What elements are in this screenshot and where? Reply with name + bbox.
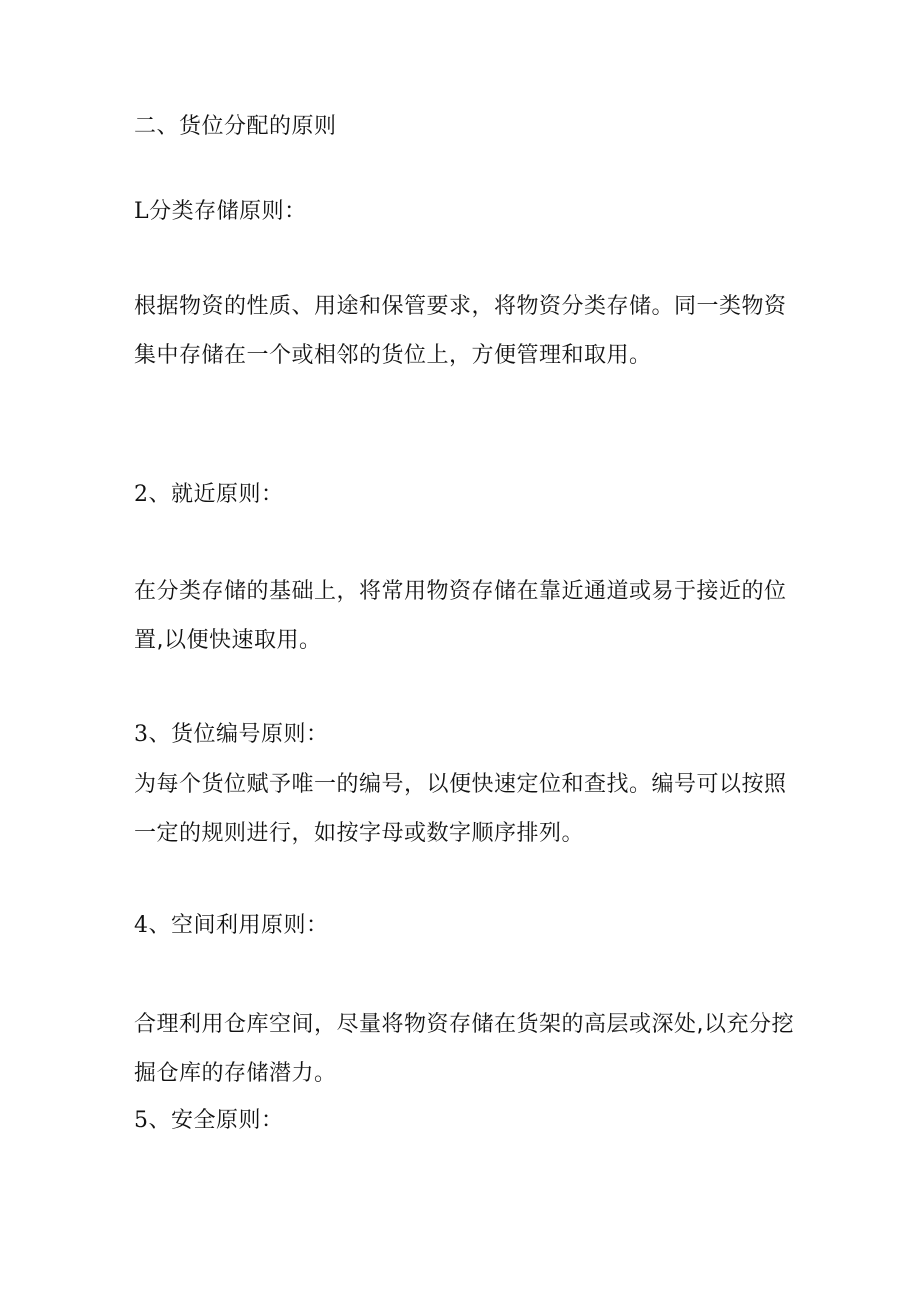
- item-2-heading: 2、就近原则：: [134, 482, 284, 507]
- item-4-heading: 4、空间利用原则：: [134, 913, 329, 938]
- item-1-body: 根据物资的性质、用途和保管要求，将物资分类存储。同一类物资集中存储在一个或相邻的货位上，方便管理和取用。: [134, 294, 787, 368]
- item-3-heading: 3、货位编号原则：: [134, 722, 329, 747]
- item-4-body: 合理利用仓库空间，尽量将物资存储在货架的高层或深处,以充分挖掘仓库的存储潜力。: [134, 1012, 794, 1086]
- section-title: 二、货位分配的原则: [134, 114, 337, 139]
- item-3-body: 为每个货位赋予唯一的编号，以便快速定位和查找。编号可以按照一定的规则进行，如按字母或数字顺序排列。: [134, 772, 787, 846]
- item-2-body: 在分类存储的基础上，将常用物资存储在靠近通道或易于接近的位置,以便快速取用。: [134, 579, 787, 653]
- item-1-heading: L分类存储原则：: [134, 199, 307, 224]
- item-5-heading: 5、安全原则：: [134, 1108, 284, 1133]
